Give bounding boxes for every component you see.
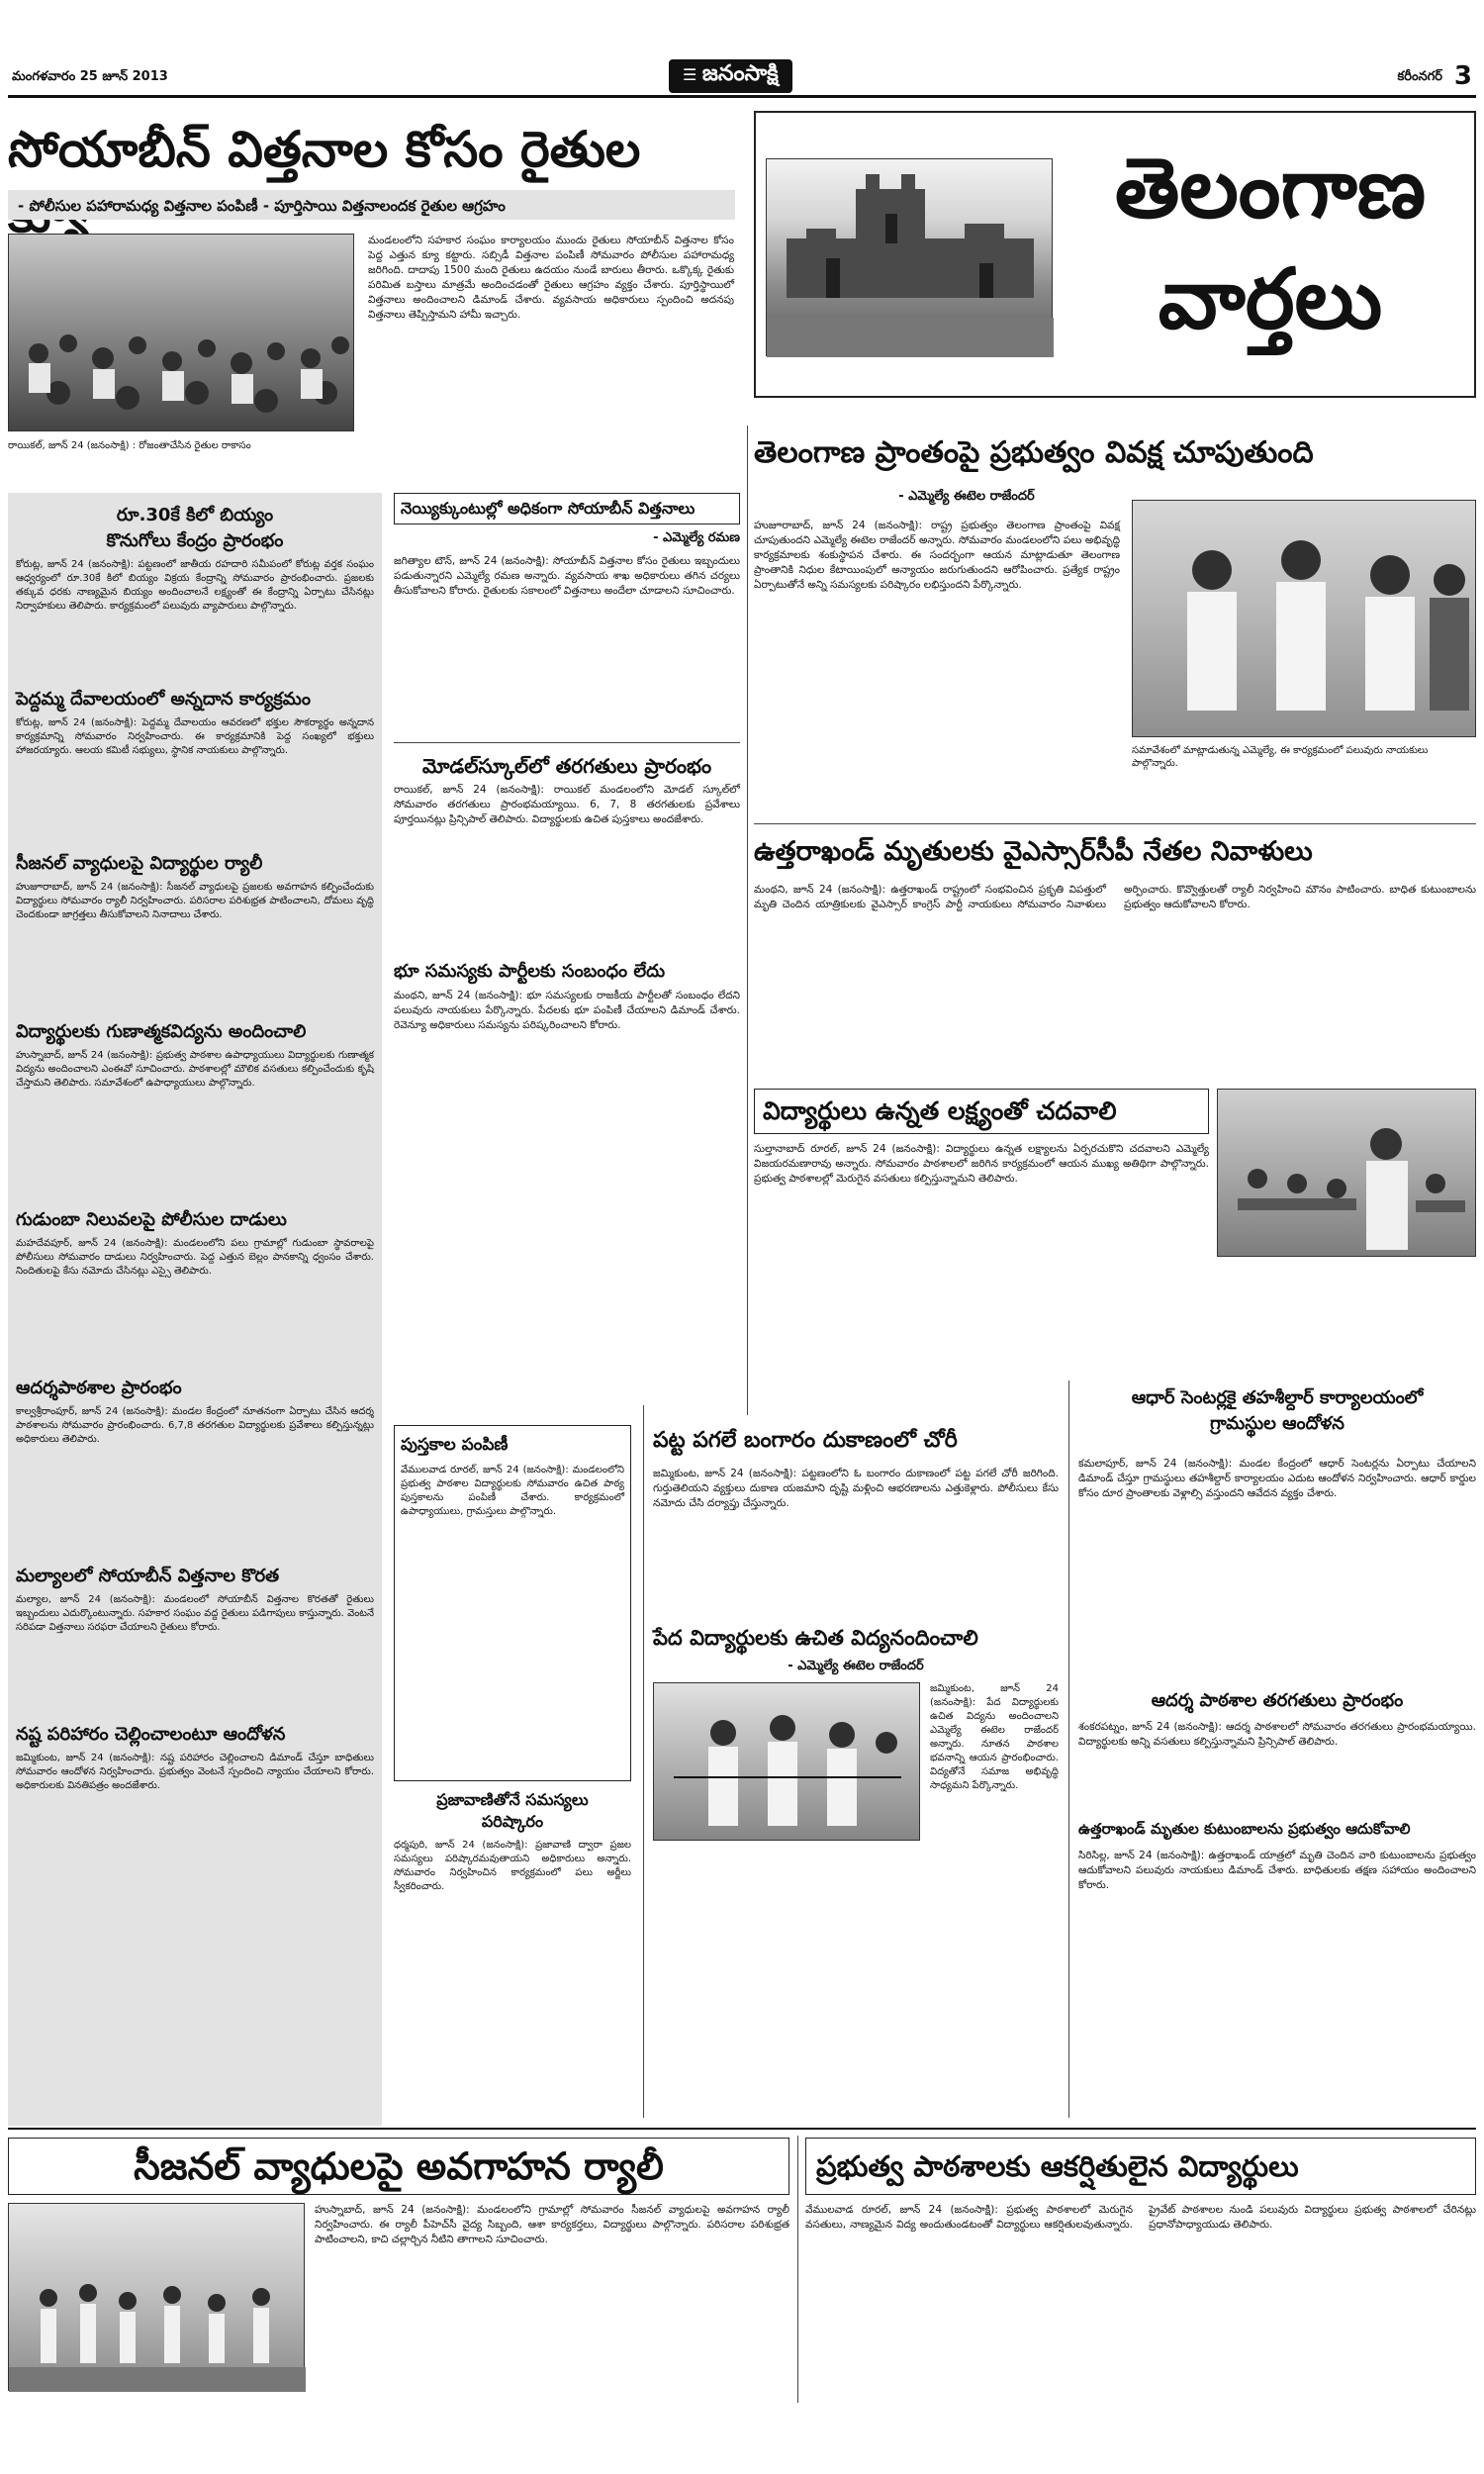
goals-headline-box: విద్యార్థులు ఉన్నత లక్ష్యంతో చదవాలి	[754, 1089, 1209, 1134]
gudumba-body: మహదేవపూర్, జూన్ 24 (జనంసాక్షి): మండలంలోని పలు గ్రామాల్లో గుడుంబా స్థావరాలపై పోలీసులు సోమవారం దాడులు నిర్వహించారు. పెద్ద ఎత్తున బెల్లం పానకాన్ని ధ్వంసం చేశారు. నిందితులపై కేసు నమోదు చేసినట్లు ఎస్సై తెలిపారు.	[16, 1238, 374, 1277]
free-edu-byline: - ఎమ్మెల్యే ఈటెల రాజేందర్	[788, 1659, 924, 1673]
masthead	[8, 59, 1476, 93]
district-name: కరీంనగర్	[1397, 69, 1442, 84]
seed-shortage-headline: మల్యాలలో సోయాబీన్ విత్తనాల కొరత	[16, 1566, 280, 1586]
farmers-crowd-photo	[8, 234, 354, 431]
theft-body: జమ్మికుంట, జూన్ 24 (జనంసాక్షి): పట్టణంలోని ఓ బంగారం దుకాణంలో పట్ట పగలే చోరీ జరిగింది. గుర్తుతెలియని వ్యక్తులు దుకాణ యజమాని దృష్టి మళ్లించి ఆభరణాలను ఎత్తుకెళ్లారు. పోలీసులు కేసు నమోదు చేసి దర్యాప్తు చేస్తున్నారు.	[653, 1468, 1059, 1509]
compensation-body: జమ్మికుంట, జూన్ 24 (జనంసాక్షి): నష్ట పరిహారం చెల్లించాలని డిమాండ్ చేస్తూ బాధితులు సోమవారం ఆందోళన నిర్వహించారు. ప్రభుత్వం వెంటనే స్పందించి న్యాయం చేయాలని కోరారు. అధికారులకు వినతిపత్రం అందజేశారు.	[16, 1753, 374, 1791]
banner-line-2: వార్తలు	[1158, 249, 1383, 347]
prajavani-body: ధర్మపురి, జూన్ 24 (జనంసాక్షి): ప్రజావాణి ద్వారా ప్రజల సమస్యలు పరిష్కారమవుతాయని అధికారులు అన్నారు. సోమవారం నిర్వహించిన కార్యక్రమంలో పలు అర్జీలు స్వీకరించారు.	[394, 1840, 631, 1892]
rally2-headline-box: సీజనల్ వ్యాధులపై అవగాహన ర్యాలీ	[8, 2138, 789, 2195]
model-school-headline: మోడల్‌స్కూల్‌లో తరగతులు ప్రారంభం	[394, 742, 740, 783]
rally1-body: హుజూరాబాద్, జూన్ 24 (జనంసాక్షి): సీజనల్ వ్యాధులపై ప్రజలకు అవగాహన కల్పించేందుకు విద్యార్థులు సోమవారం ర్యాలీ నిర్వహించారు. పరిసరాల పరిశుభ్రత పాటించాలని, దోమలు వృద్ధి చెందకుండా జాగ్రత్తలు తీసుకోవాలని నినాదాలు చేశారు.	[16, 882, 374, 920]
classroom-illustration	[1218, 1090, 1477, 1258]
rally1-headline: సీజనల్ వ్యాధులపై విద్యార్థుల ర్యాలీ	[16, 853, 263, 874]
soya-quality-body: జగిత్యాల టౌన్, జూన్ 24 (జనంసాక్షి): సోయాబీన్ విత్తనాల కోసం రైతులు ఇబ్బందులు పడుతున్నారని ఎమ్మెల్యే రమణ అన్నారు. వ్యవసాయ శాఖ అధికారులు తగిన చర్యలు తీసుకోవాలని కోరారు. రైతులకు సకాలంలో విత్తనాలు అందేలా చూడాలని సూచించారు.	[394, 555, 740, 597]
land-headline: భూ సమస్యకు పార్టీలకు సంబంధం లేదు	[394, 961, 666, 982]
adarsha2-headline: ఆదర్శ పాఠశాల తరగతులు ప్రారంభం	[1151, 1690, 1404, 1711]
rice-body: కోరుట్ల, జూన్ 24 (జనంసాక్షి): పట్టణంలో జాతీయ రహదారి సమీపంలో కోరుట్ల వర్తక సంఘం ఆధ్వర్యంలో రూ.30కే కిలో బియ్యం విక్రయ కేంద్రాన్ని సోమవారం ప్రారంభించారు. ప్రజలకు తక్కువ ధరకు నాణ్యమైన బియ్యం అందించాలనే లక్ష్యంతో ఈ కేంద్రాన్ని ఏర్పాటు చేసినట్లు నిర్వాహకులు తెలిపారు. కార్యక్రమంలో పలువురు వ్యాపారులు పాల్గొన్నారు.	[16, 559, 374, 612]
attracted-body: వేములవాడ రూరల్, జూన్ 24 (జనంసాక్షి): ప్రభుత్వ పాఠశాలలో మెరుగైన వసతులు, నాణ్యమైన విద్య అందుతుండటంతో విద్యార్థులు ఆకర్షితులవుతున్నారు. ప్రైవేట్ పాఠశాలల నుండి పలువురు విద్యార్థులు ప్రభుత్వ పాఠశాలలో చేరినట్లు ప్రధానోపాధ్యాయుడు తెలిపారు.	[805, 2204, 1476, 2231]
middle-column	[394, 493, 740, 1413]
bottom-divider	[797, 2136, 798, 2403]
annadanam-headline: పెద్దమ్మ దేవాలయంలో అన్నదాన కార్యక్రమం	[16, 689, 311, 710]
aadhar-body: కమలాపూర్, జూన్ 24 (జనంసాక్షి): మండల కేంద్రంలో ఆధార్ సెంటర్లను ఏర్పాటు చేయాలని డిమాండ్ చేస్తూ గ్రామస్థులు తహశీల్దార్ కార్యాలయం ఎదుట ఆందోళన నిర్వహించారు. ఆధార్ కార్డుల కోసం దూర ప్రాంతాలకు వెళ్లాల్సి వస్తుందని ఆవేదన వ్యక్తం చేశారు.	[1078, 1458, 1476, 1499]
soya-quality-byline: - ఎమ్మెల్యే రమణ	[653, 530, 740, 545]
rally-photo	[8, 2203, 305, 2391]
prajavani-headline: ప్రజావాణితోనే సమస్యలు పరిష్కారం	[436, 1790, 589, 1831]
adarsha1-headline: ఆదర్శపాఠశాల ప్రారంభం	[16, 1378, 182, 1398]
telangana-banner-title	[1072, 133, 1468, 354]
prajavani-section	[394, 1789, 631, 2116]
theft-headline: పట్ట పగలే బంగారం దుకాణంలో చోరీ	[653, 1428, 958, 1453]
goals-body: సుల్తానాబాద్ రూరల్, జూన్ 24 (జనంసాక్షి): విద్యార్థులు ఉన్నత లక్ష్యాలను ఏర్పరచుకొని చదవాలని ఎమ్మెల్యే విజయరమణారావు అన్నారు. సోమవారం పాఠశాలలో జరిగిన కార్యక్రమంలో ఆయన ముఖ్య అతిథిగా పాల్గొన్నారు. ప్రభుత్వ పాఠశాలల్లో మెరుగైన వసతులు కల్పిస్తున్నామని తెలిపారు.	[754, 1143, 1209, 1185]
crowd-illustration	[9, 235, 355, 432]
education-headline: విద్యార్థులకు గుణాత్మకవిద్యను అందించాలి	[16, 1021, 307, 1042]
soya-quality-headline: నెయ్యిక్కుంటుల్లో అధికంగా సోయాబీన్ విత్తనాలు	[401, 499, 696, 518]
books-headline: పుస్తకాల పంపిణీ	[401, 1435, 509, 1455]
right-lower-divider	[1068, 1380, 1069, 2118]
annadanam-body: కోరుట్ల, జూన్ 24 (జనంసాక్షి): పెద్దమ్మ దేవాలయం ఆవరణలో భక్తుల సౌకర్యార్థం అన్నదాన కార్యక్రమాన్ని సోమవారం నిర్వహించారు. ఈ కార్యక్రమానికి పెద్ద సంఖ్యలో భక్తులు హాజరయ్యారు. ఆలయ కమిటీ సభ్యులు, స్థానిక నాయకులు పాల్గొన్నారు.	[16, 717, 374, 756]
banner-line-1: తెలంగాణ	[1114, 139, 1427, 237]
fort-photo	[766, 158, 1053, 356]
free-edu-headline: పేద విద్యార్థులకు ఉచిత విద్యనందించాలి	[653, 1626, 978, 1650]
issue-date: మంగళవారం 25 జూన్ 2013	[12, 69, 168, 84]
page-number: 3	[1453, 61, 1472, 91]
adarsha2-body: శంకరపట్నం, జూన్ 24 (జనంసాక్షి): ఆదర్శ పాఠశాలలో సోమవారం తరగతులు ప్రారంభమయ్యాయి. విద్యార్థులకు అన్ని వసతులు కల్పిస్తున్నామని ప్రిన్సిపాల్ తెలిపారు.	[1078, 1721, 1476, 1748]
education-body: హుస్నాబాద్, జూన్ 24 (జనంసాక్షి): ప్రభుత్వ పాఠశాల ఉపాధ్యాయులు విద్యార్థులకు గుణాత్మక విద్యను అందించాలని ఎంఈవో సూచించారు. పాఠశాలల్లో మౌలిక వసతులు కల్పించేందుకు కృషి చేస్తామని తెలిపారు. సమావేశంలో ఉపాధ్యాయులు పాల్గొన్నారు.	[16, 1050, 374, 1089]
compensation-headline: నష్ట పరిహారం చెల్లించాలంటూ ఆందోళన	[16, 1724, 286, 1745]
soybean-photo-caption: రాయికల్, జూన్ 24 (జనంసాక్షి) : రోజంతాచేసిన రైతుల రాకాసం	[8, 440, 251, 451]
model-school-body: రాయికల్, జూన్ 24 (జనంసాక్షి): రాయికల్ మండలంలోని మోడల్ స్కూల్‌లో సోమవారం తరగతులు ప్రారంభమయ్యాయి. 6, 7, 8 తరగతులకు ప్రవేశాలు పూర్తయినట్లు ప్రిన్సిపాల్ తెలిపారు. విద్యార్థులకు ఉచిత పుస్తకాలు అందజేశారు.	[394, 784, 740, 825]
books-body: వేములవాడ రూరల్, జూన్ 24 (జనంసాక్షి): మండలంలోని ప్రభుత్వ పాఠశాల విద్యార్థులకు సోమవారం ఉచిత పాఠ్య పుస్తకాలను పంపిణీ చేశారు. కార్యక్రమంలో ఉపాధ్యాయులు, గ్రామస్తులు పాల్గొన్నారు.	[401, 1465, 624, 1517]
adarsha1-body: కాల్వశ్రీరాంపూర్, జూన్ 24 (జనంసాక్షి): మండల కేంద్రంలో నూతనంగా ఏర్పాటు చేసిన ఆదర్శ పాఠశాలను సోమవారం ప్రారంభించారు. 6,7,8 తరగతుల విద్యార్థులకు ప్రవేశాలు కల్పిస్తున్నట్లు అధికారులు తెలిపారు.	[16, 1406, 374, 1445]
inauguration-photo	[653, 1682, 920, 1841]
rally-illustration	[9, 2204, 306, 2392]
mla-meeting-illustration	[1133, 501, 1477, 738]
masthead-rule	[8, 95, 1476, 98]
rice-headline: రూ.30కే కిలో బియ్యం కొనుగోలు కేంద్రం ప్రారంభం	[106, 505, 284, 551]
paper-name-text: జనంసాక్షి	[701, 61, 779, 86]
attracted-headline-box: ప్రభుత్వ పాఠశాలకు ఆకర్షితులైన విద్యార్థులు	[805, 2138, 1476, 2195]
free-edu-body: జమ్మికుంట, జూన్ 24 (జనంసాక్షి): పేద విద్యార్థులకు ఉచిత విద్యను అందించాలని ఎమ్మెల్యే ఈటెల రాజేందర్ అన్నారు. నూతన పాఠశాల భవనాన్ని ఆయన ప్రారంభించారు. విద్యతోనే సమాజ అభివృద్ధి సాధ్యమని పేర్కొన్నారు.	[930, 1683, 1059, 1791]
column-divider	[747, 426, 748, 1415]
fort-illustration	[767, 159, 1054, 357]
govt-help-body: సిరిసిల్ల, జూన్ 24 (జనంసాక్షి): ఉత్తరాఖండ్ యాత్రలో మృతి చెందిన వారి కుటుంబాలను ప్రభుత్వం ఆదుకోవాలని పలువురు నాయకులు డిమాండ్ చేశారు. బాధితులకు తక్షణ సహాయం అందించాలని కోరారు.	[1078, 1850, 1476, 1891]
uttarakhand-headline: ఉత్తరాఖండ్ మృతులకు వైఎస్సార్‌సీపీ నేతల నివాళులు	[754, 836, 1313, 867]
aadhar-headline: ఆధార్ సెంటర్లకై తహశీల్దార్ కార్యాలయంలో గ్రామస్థుల ఆందోళన	[1131, 1387, 1424, 1434]
inauguration-illustration	[654, 1683, 921, 1842]
soybean-body: మండలంలోని సహకార సంఘం కార్యాలయం ముందు రైతులు సోయాబీన్ విత్తనాల కోసం పెద్ద ఎత్తున క్యూ కట్టారు. సబ్సిడీ విత్తనాల పంపిణీ సోమవారం పోలీసుల పహారామధ్య జరిగింది. దాదాపు 1500 మంది రైతులు ఉదయం నుండే బారులు తీరారు. ఒక్కొక్క రైతుకు పరిమిత బస్తాలు మాత్రమే అందించడంతో రైతులు ఆగ్రహం వ్యక్తం చేశారు. పూర్తిస్థాయిలో విత్తనాలు అందించాలని డిమాండ్ చేశారు. వ్యవసాయ అధికారులు స్పందించి అదనపు విత్తనాలు తెప్పిస్తామని హామీ ఇచ్చారు.	[368, 235, 734, 321]
gudumba-headline: గుడుంబా నిలువలపై పోలీసుల దాడులు	[16, 1209, 287, 1230]
paper-logo-icon: ☰	[683, 65, 702, 84]
soya-quality-headline-box	[394, 493, 740, 524]
soybean-headline: సోయాబీన్ విత్తనాల కోసం రైతుల	[8, 121, 641, 178]
paper-name	[669, 59, 792, 93]
govt-help-headline: ఉత్తరాఖండ్ మృతుల కుటుంబాలను ప్రభుత్వం ఆదుకోవాలి	[1078, 1820, 1411, 1838]
soybean-subhead: - పోలీసుల పహారామధ్య విత్తనాల పంపిణీ - పూర్తిసాయి విత్తనాలందక రైతుల ఆగ్రహం	[8, 190, 735, 220]
seed-shortage-body: మల్యాల, జూన్ 24 (జనంసాక్షి): మండలంలో సోయాబీన్ విత్తనాల కొరతతో రైతులు ఇబ్బందులు ఎదుర్కొంటున్నారు. సహకార సంఘం వద్ద రైతులు పడిగాపులు కాస్తున్నారు. వెంటనే సరిపడా విత్తనాలు సరఫరా చేయాలని రైతులు కోరారు.	[16, 1594, 374, 1633]
land-body: మంథని, జూన్ 24 (జనంసాక్షి): భూ సమస్యలకు రాజకీయ పార్టీలతో సంబంధం లేదని పలువురు నాయకులు పేర్కొన్నారు. పేదలకు భూ పంపిణీ చేయాలని డిమాండ్ చేశారు. రెవెన్యూ అధికారులు సమస్యను పరిష్కరించాలని కోరారు.	[394, 990, 740, 1031]
neglect-byline: - ఎమ్మెల్యే ఈటెల రాజేందర్	[898, 489, 1035, 504]
mla-meeting-photo	[1132, 500, 1476, 737]
neglect-headline: తెలంగాణ ప్రాంతంపై ప్రభుత్వం వివక్ష చూపుతుంది	[754, 435, 1314, 470]
center-lower-divider	[643, 1405, 644, 2118]
neglect-photo-caption: సమావేశంలో మాట్లాడుతున్న ఎమ్మెల్యే, ఈ కార్యక్రమంలో పలువురు నాయకులు పాల్గొన్నారు.	[1132, 745, 1429, 769]
classroom-photo	[1217, 1089, 1476, 1257]
uttarakhand-rule	[754, 823, 1476, 824]
neglect-body: హుజూరాబాద్, జూన్ 24 (జనంసాక్షి): రాష్ట్ర ప్రభుత్వం తెలంగాణ ప్రాంతంపై వివక్ష చూపుతుందని ఎమ్మెల్యే ఈటెల రాజేందర్ అన్నారు. సోమవారం మండలంలోని పలు అభివృద్ధి కార్యక్రమాలకు శంకుస్థాపన చేశారు. ఈ సందర్భంగా ఆయన మాట్లాడుతూ తెలంగాణ ప్రాంతానికి నిధుల కేటాయింపులో అన్యాయం జరుగుతుందని ఆరోపించారు. ప్రత్యేక రాష్ట్రం ఏర్పాటుతోనే అన్ని సమస్యలకు పరిష్కారం లభిస్తుందని పేర్కొన్నారు.	[754, 520, 1120, 591]
telangana-news-banner	[754, 111, 1476, 398]
books-box	[394, 1425, 631, 1781]
left-column	[8, 493, 382, 2126]
bottom-rule	[8, 2128, 1476, 2130]
uttarakhand-body: మంథని, జూన్ 24 (జనంసాక్షి): ఉత్తరాఖండ్ రాష్ట్రంలో సంభవించిన ప్రకృతి విపత్తులో మృతి చెందిన యాత్రికులకు వైఎస్సార్ కాంగ్రెస్ పార్టీ నాయకులు సోమవారం నివాళులు అర్పించారు. కొవ్వొత్తులతో ర్యాలీ నిర్వహించి మౌనం పాటించారు. బాధిత కుటుంబాలను ప్రభుత్వం ఆదుకోవాలని కోరారు.	[754, 884, 1476, 910]
rally2-body: హుస్నాబాద్, జూన్ 24 (జనంసాక్షి): మండలంలోని గ్రామాల్లో సోమవారం సీజనల్ వ్యాధులపై అవగాహన ర్యాలీ నిర్వహించారు. ఈ ర్యాలీ పీహెచ్‌సీ వైద్య సిబ్బంది, ఆశా కార్యకర్తలు, విద్యార్థులు పాల్గొన్నారు. పరిసరాల పరిశుభ్రత పాటించాలని, కాచి చల్లార్చిన నీటిని తాగాలని సూచించారు.	[315, 2204, 789, 2245]
